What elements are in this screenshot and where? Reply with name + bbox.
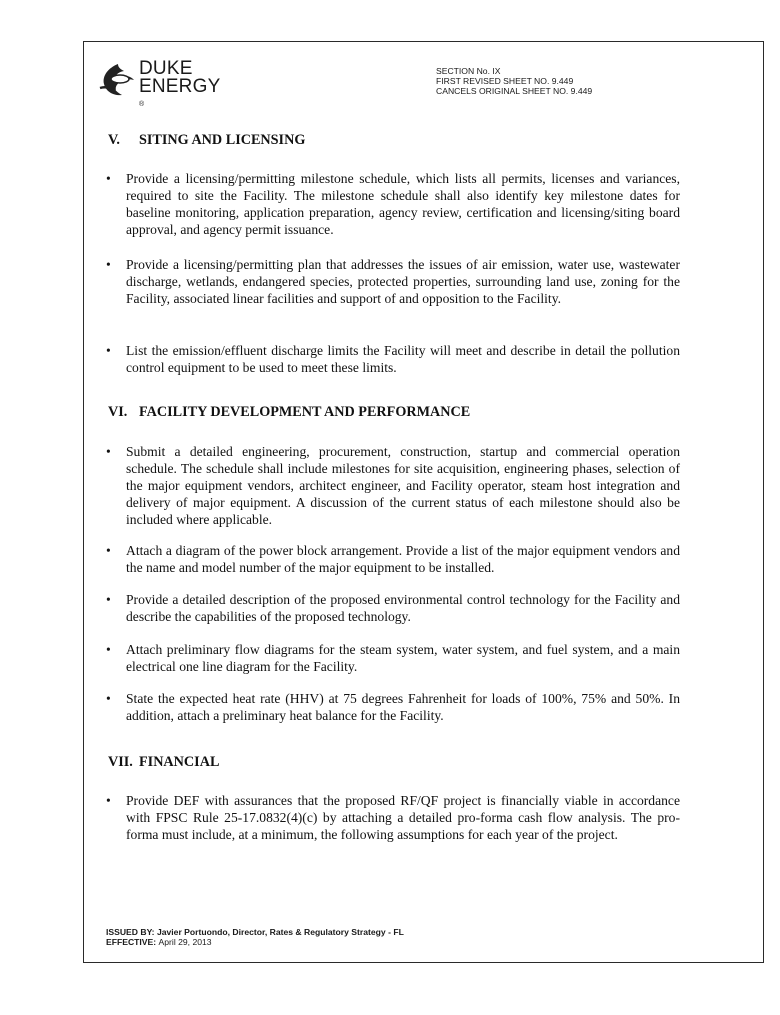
list-item-text: State the expected heat rate (HHV) at 75 degrees Fahrenheit for loads of 100%, 75% and 50%. In addition, attach a preliminary heat balance for the Facility. [126, 691, 680, 723]
issued-by-value: Javier Portuondo, Director, Rates & Regulatory Strategy - FL [156, 927, 404, 937]
logo-line-1: DUKE [139, 58, 193, 79]
list-item [106, 256, 680, 307]
logo-wordmark [139, 60, 220, 114]
list-item [106, 542, 680, 576]
list-item-text: Submit a detailed engineering, procurement, construction, startup and commercial operation schedule. The schedule shall include milestones for site acquisition, engineering phases, selection of the major equipment vendors, architect engineer, and Facility operator, steam host integration and delivery of major equipment. A discussion of the current status of each milestone should also be included where applicable. [126, 444, 680, 527]
bullet-icon: • [106, 171, 111, 186]
list-item [106, 443, 680, 528]
revised-sheet: FIRST REVISED SHEET NO. 9.449 [436, 76, 574, 86]
logo-registered-mark: ® [139, 101, 145, 108]
list-item [106, 342, 680, 376]
list-item [106, 641, 680, 675]
bullet-icon: • [106, 444, 111, 459]
cancels-sheet: CANCELS ORIGINAL SHEET NO. 9.449 [436, 86, 593, 96]
list-item-text: Attach preliminary flow diagrams for the steam system, water system, and fuel system, and a main electrical one line diagram for the Facility. [126, 642, 680, 674]
list-item-text: Provide DEF with assurances that the proposed RF/QF project is financially viable in accordance with FPSC Rule 25-17.0832(4)(c) by attaching a detailed pro-forma cash flow analysis. The pro-forma must include, at a minimum, the following assumptions for each year of the project. [126, 793, 680, 842]
section-number-label: VI. [108, 404, 128, 420]
section-number-label: V. [108, 132, 120, 148]
section-title: FACILITY DEVELOPMENT AND PERFORMANCE [139, 404, 471, 420]
bullet-icon: • [106, 543, 111, 558]
list-item [106, 170, 680, 238]
bullet-icon: • [106, 343, 111, 358]
list-item [106, 591, 680, 625]
list-item [106, 690, 680, 724]
list-item-text: Provide a detailed description of the proposed environmental control technology for the Facility and describe the capabilities of the proposed technology. [126, 592, 680, 624]
issued-by-line [106, 927, 404, 937]
bullet-icon: • [106, 691, 111, 706]
bullet-icon: • [106, 642, 111, 657]
sheet-info [436, 66, 592, 96]
list-item-text: Provide a licensing/permitting plan that addresses the issues of air emission, water use, wastewater discharge, wetlands, endangered species, protected properties, surrounding land use, zoning for the Facility, associated linear facilities and support of and opposition to the Facility. [126, 257, 680, 306]
bullet-icon: • [106, 793, 111, 808]
duke-energy-flame-icon [98, 62, 138, 98]
effective-label: EFFECTIVE: [106, 937, 157, 947]
list-item-text: Provide a licensing/permitting milestone schedule, which lists all permits, licenses and variances, required to site the Facility. The milestone schedule shall also identify key milestone dates for baseline monitoring, application preparation, agency review, certification and licensing/siting board approval, and agency permit issuance. [126, 171, 680, 237]
section-title: FINANCIAL [139, 754, 220, 770]
section-heading-vi [108, 404, 470, 421]
list-item-text: Attach a diagram of the power block arrangement. Provide a list of the major equipment vendors and the name and model number of the major equipment to be installed. [126, 543, 680, 575]
issued-by-label: ISSUED BY: [106, 927, 155, 937]
effective-value: April 29, 2013 [158, 937, 212, 947]
bullet-icon: • [106, 257, 111, 272]
bullet-icon: • [106, 592, 111, 607]
list-item-text: List the emission/effluent discharge limits the Facility will meet and describe in detail the pollution control equipment to be used to meet these limits. [126, 343, 680, 375]
footer [106, 927, 404, 947]
section-heading-vii [108, 754, 219, 771]
section-number: SECTION No. IX [436, 66, 501, 76]
list-item [106, 792, 680, 843]
logo-line-2: ENERGY [139, 76, 221, 97]
section-title: SITING AND LICENSING [139, 132, 306, 148]
duke-energy-logo [98, 58, 238, 108]
section-heading-v [108, 132, 305, 149]
effective-line [106, 937, 404, 947]
section-number-label: VII. [108, 754, 133, 770]
